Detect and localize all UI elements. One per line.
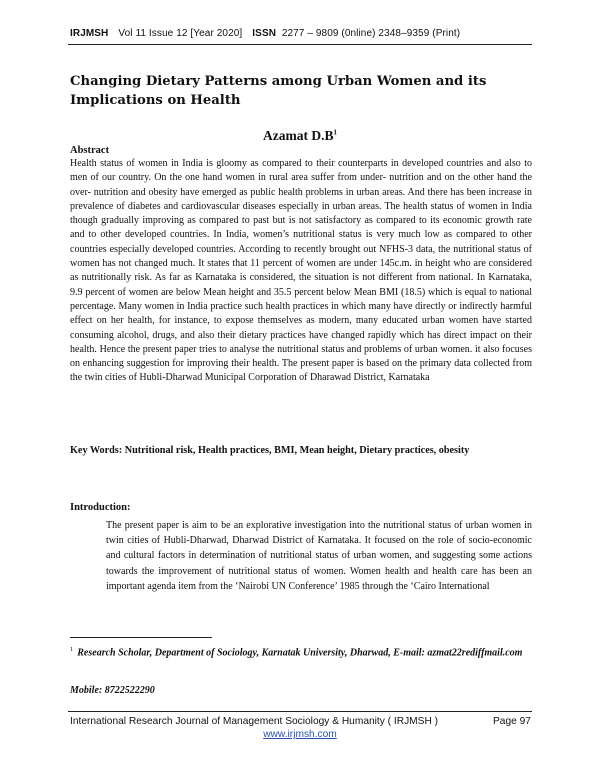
footnote-mark: 1 — [70, 646, 74, 653]
introduction-heading: Introduction: — [70, 502, 131, 513]
article-title: Changing Dietary Patterns among Urban Women and its Implications on Health — [70, 74, 487, 108]
mobile-number: Mobile: 8722522290 — [70, 685, 155, 696]
page-number: Page 97 — [493, 716, 531, 727]
footnote — [70, 643, 532, 661]
footer-journal-name: International Research Journal of Management Sociology & Humanity ( IRJMSH ) — [70, 716, 439, 727]
issn-values: 2277 – 9809 (0nline) 2348–9359 (Print) — [281, 28, 461, 39]
author-line — [0, 128, 600, 144]
abstract-text: Health status of women in India is gloomy as compared to their counterparts in developed countries and also to men of our country. On the one hand women in rural area suffer from under- nutrition and on the other hand the over- nutrition and obesity have emerged as public health problems in urban areas. And there has been increase in prevalence of diabetes and cardiovascular diseases especially in urban areas. The health status of women in India though gradually improving as compared to past but is not satisfactory as compared to its economic growth rate and to other developed countries. In India, women’s nutritional status is very much low as compared to other countries especially developed countries. According to recently brought out NFHS-3 data, the nutritional status of women has not changed much. It states that 11 percent of women are under 145c.m. in height who are considered as nutritionally risk. As far as Karnataka is considered, the situation is not different from national. In Karnataka, 9.9 percent of women are below Mean height and 35.5 percent below Mean BMI (18.5) which is equal to national percentage. Many women in India practice such health practices in which many have directly or indirectly harmful effect on her health, for instance, to expose themselves as modern, many educated urban women have started consuming alcohol, drugs, and also their dietary practices have changed rapidly which has direct impact on their health. Hence the present paper tries to analyse the nutritional status and problems of urban women. it also focuses on enhancing suggestion for improving their health. The present paper is based on the primary data collected from the twin cities of Hubli-Dharwad Municipal Corporation of Dharawad District, Karnataka — [70, 158, 532, 384]
issn-label: ISSN — [252, 28, 277, 39]
author-name: Azamat D.B — [263, 128, 334, 143]
header-divider — [68, 44, 532, 45]
footnote-text: Research Scholar, Department of Sociology, Karnatak University, Dharwad, E-mail: azmat22rediffmail.com — [77, 647, 523, 659]
keywords: Key Words: Nutritional risk, Health practices, BMI, Mean height, Dietary practices, obesity — [70, 445, 470, 456]
running-header — [70, 28, 460, 39]
author-footnote-mark: 1 — [333, 128, 337, 137]
volume-info: Vol 11 Issue 12 [Year 2020] — [118, 28, 243, 39]
abstract-heading: Abstract — [70, 145, 110, 156]
footer-divider — [68, 711, 532, 712]
footnote-divider — [70, 637, 212, 638]
website-link[interactable]: www.irjmsh.com — [263, 729, 337, 740]
introduction-text: The present paper is aim to be an explorative investigation into the nutritional status of urban women in twin cities of Hubli-Dharwad, Dharwad District of Karnataka. It focused on the role of socio-economic and cultural factors in determination of nutritional status of urban women, and suggesting some actions towards the improvement of nutritional status of women. Women health and health care has been an important agenda item from the ‘Nairobi UN Conference’ 1985 through the ‘Cairo International — [106, 520, 532, 592]
journal-abbr: IRJMSH — [70, 28, 109, 39]
